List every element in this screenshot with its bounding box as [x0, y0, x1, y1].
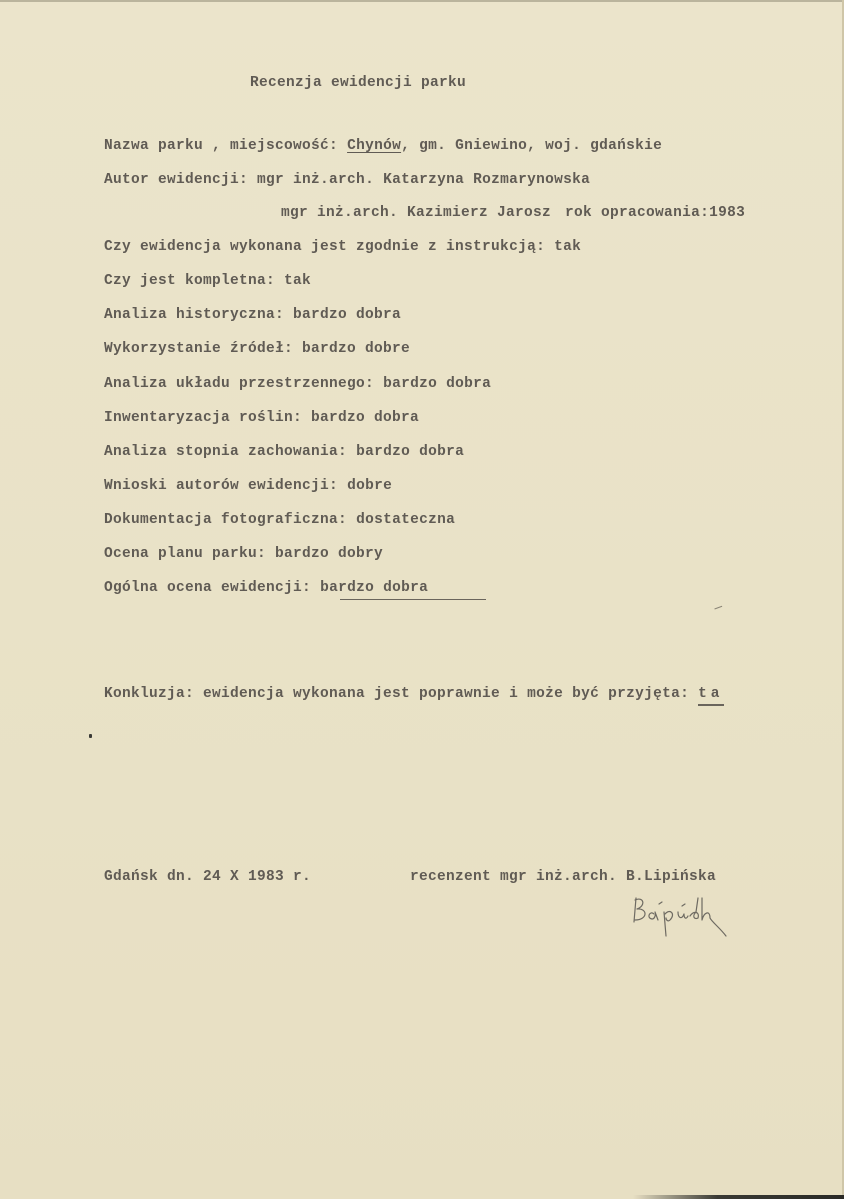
conclusion-line	[104, 685, 724, 706]
document-title: Recenzja ewidencji parku	[250, 75, 467, 91]
question-row	[104, 443, 464, 461]
question-value: bardzo dobra	[356, 444, 465, 460]
year-label: rok opracowania:	[565, 205, 710, 221]
question-value: bardzo dobra	[293, 307, 402, 323]
question-value: tak	[554, 239, 582, 255]
question-row	[104, 545, 383, 563]
question-label: Inwentaryzacja roślin:	[104, 410, 303, 426]
question-value: bardzo dobry	[275, 546, 384, 562]
park-name-line	[104, 137, 662, 155]
paper-mark	[714, 606, 723, 613]
question-value: dostateczna	[356, 512, 456, 528]
question-value: bardzo dobra	[320, 580, 429, 596]
question-value: dobre	[347, 478, 393, 494]
question-label: Wnioski autorów ewidencji:	[104, 478, 339, 494]
question-label: Wykorzystanie źródeł:	[104, 341, 294, 357]
place-date: Gdańsk dn. 24 X 1983 r.	[104, 869, 312, 885]
question-value: tak	[284, 273, 312, 289]
author-1: mgr inż.arch. Katarzyna Rozmarynowska	[257, 172, 591, 188]
question-label: Analiza układu przestrzennego:	[104, 376, 375, 392]
question-value: bardzo dobre	[302, 341, 411, 357]
question-value: bardzo dobra	[311, 410, 420, 426]
question-row	[104, 511, 455, 529]
question-row	[104, 340, 410, 358]
paper-speck	[89, 734, 92, 738]
author-line-2	[281, 204, 745, 222]
question-label: Dokumentacja fotograficzna:	[104, 512, 348, 528]
park-name-label: Nazwa parku , miejscowość:	[104, 138, 339, 154]
question-label: Ocena planu parku:	[104, 546, 267, 562]
page-bottom-edge	[0, 1195, 844, 1199]
conclusion-answer: ta	[698, 685, 723, 706]
overall-rating-underline	[340, 599, 486, 600]
question-row	[104, 477, 392, 495]
park-place: Chynów	[347, 138, 402, 154]
question-value: bardzo dobra	[383, 376, 492, 392]
signature-icon	[628, 892, 758, 942]
author-line-1	[104, 171, 590, 189]
question-label: Czy ewidencja wykonana jest zgodnie z instrukcją:	[104, 239, 546, 255]
question-row	[104, 306, 401, 324]
park-location-rest: , gm. Gniewino, woj. gdańskie	[401, 138, 663, 154]
question-label: Ogólna ocena ewidencji:	[104, 580, 312, 596]
page-top-edge	[0, 0, 844, 2]
question-row	[104, 238, 581, 256]
authors-label: Autor ewidencji:	[104, 172, 249, 188]
conclusion-label: Konkluzja: ewidencja wykonana jest poprawnie i może być przyjęta:	[104, 686, 690, 702]
question-label: Analiza stopnia zachowania:	[104, 444, 348, 460]
question-row	[104, 272, 311, 290]
reviewer: recenzent mgr inż.arch. B.Lipińska	[410, 869, 717, 885]
question-row	[104, 409, 419, 427]
author-2: mgr inż.arch. Kazimierz Jarosz	[281, 205, 552, 221]
question-row	[104, 375, 491, 393]
question-label: Czy jest kompletna:	[104, 273, 276, 289]
question-row-overall	[104, 579, 428, 597]
question-label: Analiza historyczna:	[104, 307, 285, 323]
year-value: 1983	[709, 205, 746, 221]
